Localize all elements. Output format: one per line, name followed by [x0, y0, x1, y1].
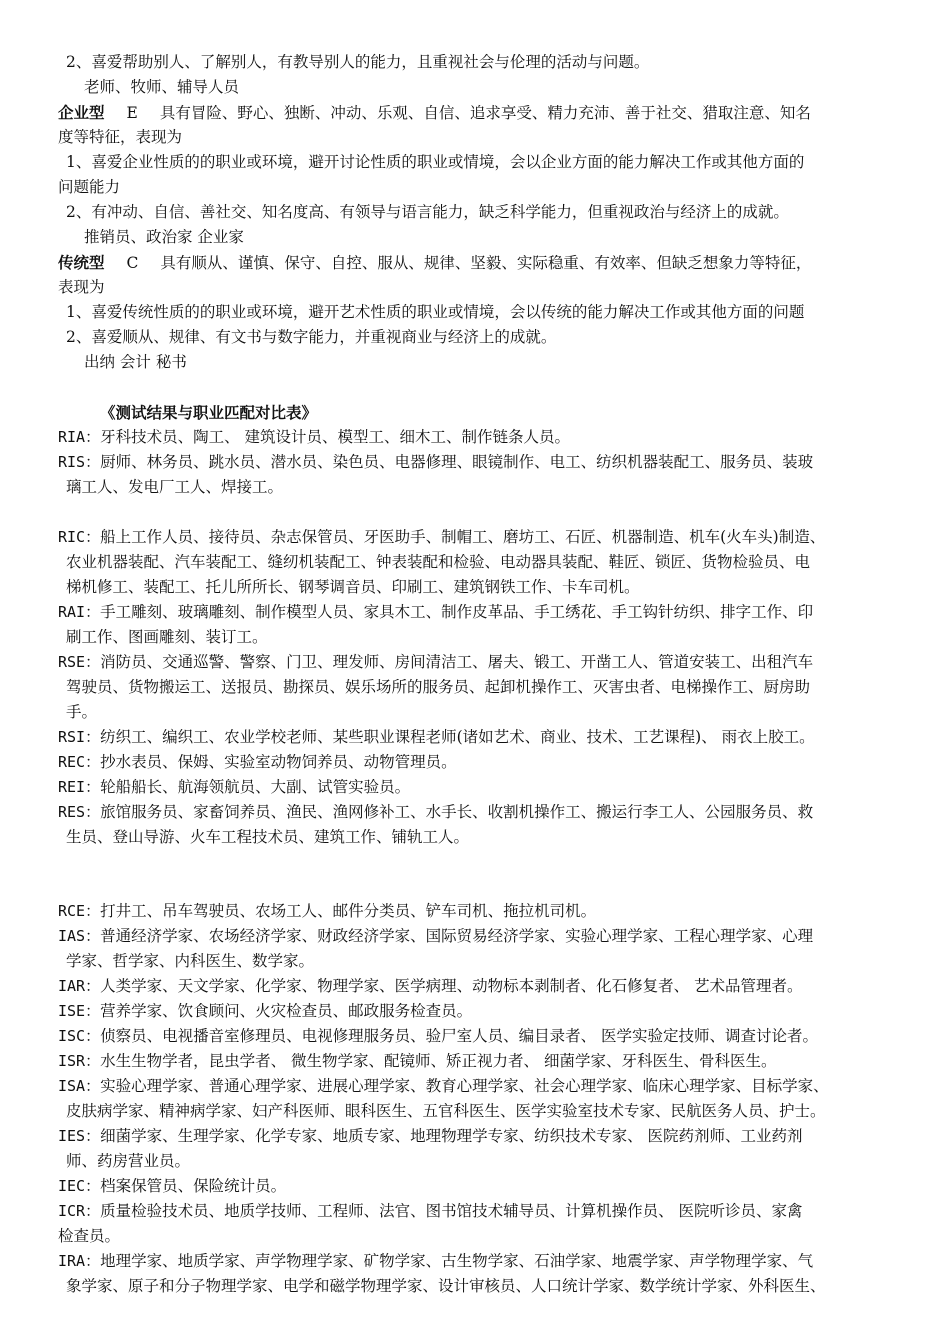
entry-code: ISE： [58, 1002, 101, 1020]
entry-text: 纺织工、编织工、农业学校老师、某些职业课程老师(诸如艺术、商业、技术、工艺课程)、 雨衣上胶工。 [100, 728, 815, 746]
entry-rce [58, 899, 888, 924]
entry-icr [58, 1199, 888, 1224]
entry-code: IES： [58, 1127, 101, 1145]
c-type-item-2: 2、喜爱顺从、规律、有文书与数字能力，并重视商业与经济上的成就。 [66, 328, 557, 346]
entry-code: ISA： [58, 1077, 101, 1095]
entry-res [58, 800, 888, 825]
e-type-label: 企业型 [58, 103, 105, 122]
entry-rse-cont-2: 手。 [66, 703, 98, 721]
entry-text: 营养学家、饮食顾问、火灾检查员、邮政服务检查员。 [100, 1002, 473, 1020]
entry-ric-cont-1: 农业机器装配、汽车装配工、缝纫机装配工、钟表装配和检验、电动器具装配、鞋匠、锁匠、货物检验员、电 [66, 553, 811, 571]
entry-text: 侦察员、电视播音室修理员、电视修理服务员、验尸室人员、编目录者、 医学实验定技师、调查讨论者。 [100, 1027, 819, 1045]
entry-rec [58, 750, 888, 775]
entry-text: 轮船船长、航海领航员、大副、试管实验员。 [100, 778, 411, 796]
entry-text: 厨师、林务员、跳水员、潜水员、染色员、电器修理、眼镜制作、电工、纺织机器装配工、服务员、装玻 [100, 453, 814, 471]
e-type-item-1: 1、喜爱企业性质的的职业或环境，避开讨论性质的职业或情境，会以企业方面的能力解决工作或其他方面的 [66, 153, 805, 171]
entry-text: 质量检验技术员、地质学技师、工程师、法官、图书馆技术辅导员、计算机操作员、 医院听诊员、家禽 [100, 1202, 803, 1220]
entry-isa-cont: 皮肤病学家、精神病学家、妇产科医师、眼科医生、五官科医生、医学实验室技术专家、民航医务人员、护士。 [66, 1102, 826, 1120]
c-type-code: C [126, 254, 139, 272]
entry-code: ISR： [58, 1052, 101, 1070]
entry-ris [58, 450, 888, 475]
entry-code: IEC： [58, 1177, 101, 1195]
entry-ria [58, 425, 888, 450]
entry-code: RAI： [58, 603, 101, 621]
entry-code: ICR： [58, 1202, 101, 1220]
s-type-item-2: 2、喜爱帮助别人、了解别人，有教导别人的能力，且重视社会与伦理的活动与问题。 [66, 53, 650, 71]
e-type-desc-2: 度等特征，表现为 [58, 128, 183, 146]
c-type-desc-1: 具有顺从、谨慎、保守、自控、服从、规律、坚毅、实际稳重、有效率、但缺乏想象力等特征， [160, 254, 812, 272]
entry-code: RIA： [58, 428, 101, 446]
entry-code: REI： [58, 778, 101, 796]
entry-code: IAS： [58, 927, 101, 945]
entry-icr-cont: 检查员。 [58, 1227, 121, 1245]
entry-code: RSI： [58, 728, 101, 746]
entry-code: REC： [58, 753, 101, 771]
entry-text: 地理学家、地质学家、声学物理学家、矿物学家、古生物学家、石油学家、地震学家、声学物理学家、气 [100, 1252, 814, 1270]
entry-text: 实验心理学家、普通心理学家、进展心理学家、教育心理学家、社会心理学家、临床心理学家、目标学家、 [100, 1077, 829, 1095]
entry-ira-cont: 象学家、原子和分子物理学家、电学和磁学物理学家、设计审核员、人口统计学家、数学统计学家、外科医生、 [66, 1277, 826, 1295]
s-type-jobs: 老师、牧师、辅导人员 [84, 78, 240, 96]
entry-ric [58, 525, 888, 550]
entry-isr [58, 1049, 888, 1074]
entry-code: IRA： [58, 1252, 101, 1270]
e-type-jobs: 推销员、政治家 企业家 [84, 228, 244, 246]
entry-text: 牙科技术员、陶工、 建筑设计员、模型工、细木工、制作链条人员。 [100, 428, 571, 446]
entry-ias [58, 924, 888, 949]
entry-rei [58, 775, 888, 800]
entry-ies-cont: 师、药房营业员。 [66, 1152, 191, 1170]
entry-text: 人类学家、天文学家、化学家、物理学家、医学病理、动物标本剥制者、化石修复者、 艺术品管理者。 [100, 977, 803, 995]
c-type-jobs: 出纳 会计 秘书 [84, 353, 187, 371]
entry-ric-cont-2: 梯机修工、装配工、托儿所所长、钢琴调音员、印刷工、建筑钢铁工作、卡车司机。 [66, 578, 640, 596]
entry-ris-cont: 璃工人、发电厂工人、焊接工。 [66, 478, 284, 496]
c-type-desc-2: 表现为 [58, 278, 105, 296]
entry-res-cont: 生员、登山导游、火车工程技术员、建筑工作、铺轨工人。 [66, 828, 470, 846]
e-type-item-2: 2、有冲动、自信、善社交、知名度高、有领导与语言能力，缺乏科学能力，但重视政治与经济上的成就。 [66, 203, 789, 221]
entry-text: 旅馆服务员、家畜饲养员、渔民、渔网修补工、水手长、收割机操作工、搬运行李工人、公园服务员、救 [100, 803, 814, 821]
entry-ira [58, 1249, 888, 1274]
c-type-heading [58, 250, 888, 276]
entry-text: 细菌学家、生理学家、化学专家、地质专家、地理物理学专家、纺织技术专家、 医院药剂师、工业药剂 [100, 1127, 803, 1145]
entry-iar [58, 974, 888, 999]
entry-isa [58, 1074, 888, 1099]
entry-text: 档案保管员、保险统计员。 [100, 1177, 287, 1195]
entry-ise [58, 999, 888, 1024]
entry-code: RCE： [58, 902, 101, 920]
entry-rse-cont-1: 驾驶员、货物搬运工、送报员、勘探员、娱乐场所的服务员、起卸机操作工、灭害虫者、电梯操作工、厨房助 [66, 678, 811, 696]
entry-code: ISC： [58, 1027, 101, 1045]
e-type-code: E [126, 104, 138, 122]
entry-code: RIS： [58, 453, 101, 471]
c-type-label: 传统型 [58, 253, 105, 272]
entry-code: IAR： [58, 977, 101, 995]
entry-rai-cont: 刷工作、图画雕刻、装订工。 [66, 628, 268, 646]
entry-rsi [58, 725, 888, 750]
entry-rai [58, 600, 888, 625]
entry-text: 消防员、交通巡警、警察、门卫、理发师、房间清洁工、屠夫、锻工、开凿工人、管道安装工、出租汽车 [100, 653, 814, 671]
entry-code: RIC： [58, 528, 101, 546]
entry-ias-cont: 学家、哲学家、内科医生、数学家。 [66, 952, 315, 970]
e-type-item-1-cont: 问题能力 [58, 178, 121, 196]
entry-rse [58, 650, 888, 675]
entry-ies [58, 1124, 888, 1149]
e-type-heading [58, 100, 888, 126]
entry-text: 手工雕刻、玻璃雕刻、制作模型人员、家具木工、制作皮革品、手工绣花、手工钩针纺织、排字工作、印 [100, 603, 814, 621]
table-title: 《测试结果与职业匹配对比表》 [100, 403, 318, 422]
entry-iec [58, 1174, 888, 1199]
entry-text: 船上工作人员、接待员、杂志保管员、牙医助手、制帽工、磨坊工、石匠、机器制造、机车(火车头)制造、 [100, 528, 826, 546]
entry-isc [58, 1024, 888, 1049]
entry-text: 水生生物学者，昆虫学者、 微生物学家、配镜师、矫正视力者、 细菌学家、牙科医生、骨科医生。 [100, 1052, 777, 1070]
entry-text: 打井工、吊车驾驶员、农场工人、邮件分类员、铲车司机、拖拉机司机。 [100, 902, 597, 920]
c-type-item-1: 1、喜爱传统性质的的职业或环境，避开艺术性质的职业或情境，会以传统的能力解决工作或其他方面的问题 [66, 303, 805, 321]
e-type-desc-1: 具有冒险、野心、独断、冲动、乐观、自信、追求享受、精力充沛、善于社交、猎取注意、知名 [159, 104, 811, 122]
entry-text: 普通经济学家、农场经济学家、财政经济学家、国际贸易经济学家、实验心理学家、工程心理学家、心理 [100, 927, 814, 945]
entry-code: RSE： [58, 653, 101, 671]
entry-code: RES： [58, 803, 101, 821]
entry-text: 抄水表员、保姆、实验室动物饲养员、动物管理员。 [100, 753, 457, 771]
